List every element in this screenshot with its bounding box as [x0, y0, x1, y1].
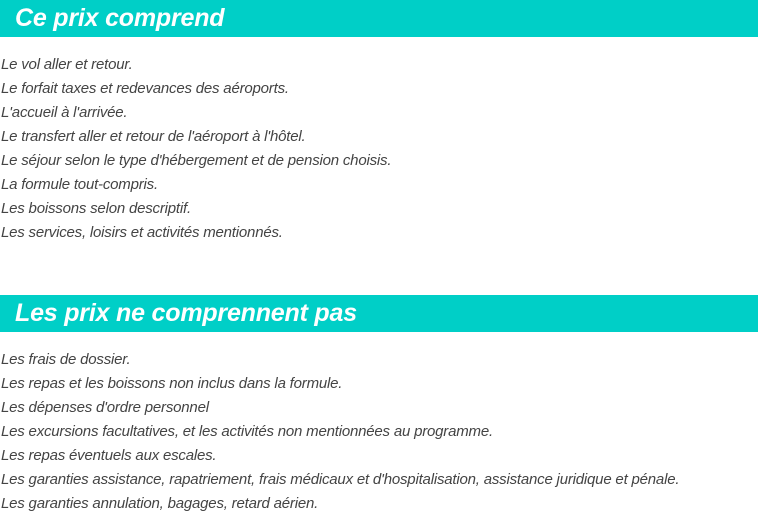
- list-item: Les repas et les boissons non inclus dans la formule.: [1, 375, 343, 392]
- list-item: La formule tout-compris.: [1, 176, 158, 193]
- list-item: Les dépenses d'ordre personnel: [1, 399, 209, 416]
- price-excludes-list: [0, 332, 758, 516]
- list-item: Les repas éventuels aux escales.: [1, 447, 217, 464]
- list-item: Le forfait taxes et redevances des aéroports.: [1, 80, 289, 97]
- list-item: Les boissons selon descriptif.: [1, 200, 191, 217]
- price-includes-section: [0, 0, 758, 245]
- list-item: Le transfert aller et retour de l'aéroport à l'hôtel.: [1, 128, 306, 145]
- list-item: L'accueil à l'arrivée.: [1, 104, 128, 121]
- price-excludes-title: Les prix ne comprennent pas: [0, 295, 758, 332]
- list-item: Les garanties assistance, rapatriement, frais médicaux et d'hospitalisation, assistance juridique et pénale.: [1, 471, 680, 488]
- list-item: Le séjour selon le type d'hébergement et de pension choisis.: [1, 152, 392, 169]
- list-item: Les garanties annulation, bagages, retard aérien.: [1, 495, 319, 512]
- list-item: Les services, loisirs et activités mentionnés.: [1, 224, 283, 241]
- list-item: Les excursions facultatives, et les activités non mentionnées au programme.: [1, 423, 493, 440]
- price-includes-title: Ce prix comprend: [0, 0, 758, 37]
- price-includes-list: [0, 37, 758, 245]
- list-item: Le vol aller et retour.: [1, 56, 133, 73]
- price-excludes-section: [0, 295, 758, 516]
- list-item: Les frais de dossier.: [1, 351, 131, 368]
